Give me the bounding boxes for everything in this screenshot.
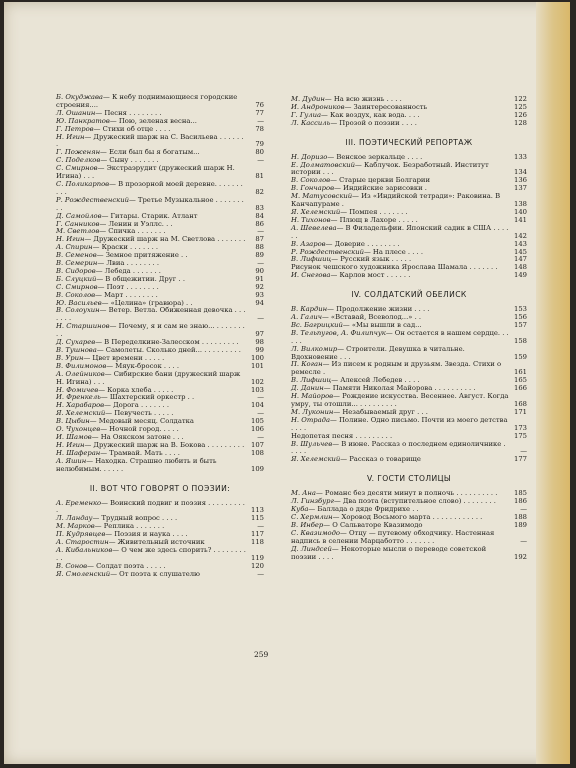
toc-entry-author: В. Тушнова: [56, 346, 97, 354]
toc-entry: [56, 94, 264, 110]
toc-entry-author: С. Смирнов: [56, 164, 98, 173]
toc-entry-title: — Доверие . . . . . . . .: [325, 239, 400, 248]
toc-entry-page: 107: [251, 440, 264, 449]
toc-entry: [56, 165, 264, 181]
toc-entry-title: — Солдат поэта . . . . .: [87, 561, 166, 570]
toc-entry-author: В. Инбер: [291, 520, 324, 529]
toc-entry-author: Д. Сухарев: [56, 338, 96, 347]
toc-entry-author: В. Семенов: [56, 251, 97, 260]
toc-entry-author: Л. Ошанин: [56, 108, 96, 117]
toc-entry-title: — Полине. Одно письмо. Почти из моего детства . . . .: [291, 415, 508, 432]
toc-entry-author: Н. Харабаров: [56, 401, 105, 410]
toc-entry-author: В. Сидоров: [56, 266, 96, 275]
toc-entry-title: — О чем же здесь спорить? . . . . . . . . . .: [56, 545, 246, 562]
toc-entry: [291, 393, 527, 409]
toc-entry-page: 105: [251, 417, 264, 426]
toc-entry-page: 171: [514, 407, 527, 416]
toc-entry-author: Г. Гулиа: [291, 110, 322, 119]
toc-entry-title: — В общежитии. Друг . .: [96, 274, 185, 283]
toc-entry-title: — Шахтерский оркестр . .: [100, 393, 195, 402]
toc-entry-author: Я. Хелемский: [56, 409, 106, 418]
toc-entry-author: А. Спирин: [56, 243, 93, 252]
toc-entry-page: 136: [514, 176, 527, 185]
toc-entry-page: 97: [255, 330, 264, 339]
toc-entry-page: 100: [251, 353, 264, 362]
toc-entry-author: Р. Рождественский: [56, 195, 129, 204]
toc-entry-title: — Самолеты. Сколько дней... . . . . . . . . .: [96, 346, 241, 354]
toc-list-section-3: [291, 154, 527, 281]
toc-entry-page: 101: [251, 361, 264, 370]
toc-list-left-top: [56, 94, 264, 474]
toc-entry-page: —: [257, 314, 264, 323]
toc-entry-title: — Хоровод Восьмого марта . . . . . . . . . . . .: [332, 512, 483, 521]
toc-entry-title: — «Целина» (гравюра) . .: [101, 298, 193, 307]
toc-entry-page: 106: [251, 425, 264, 434]
toc-entry-title: — Поэт . . . . . . . .: [97, 282, 159, 291]
toc-entry-page: 104: [251, 401, 264, 410]
toc-entry-author: В. Сонов: [56, 561, 88, 570]
toc-entry-title: — Прозой о поэзии . . . .: [330, 118, 417, 127]
toc-entry-author: Вс. Багрицкий: [291, 320, 343, 329]
toc-entry-page: —: [520, 505, 527, 514]
toc-left-column: [56, 94, 264, 579]
toc-entry-title: — Стихи об отце . . . .: [93, 124, 171, 133]
toc-entry-author: Б. Слуцкий: [56, 274, 97, 283]
toc-list-section-2: [56, 500, 264, 579]
toc-entry-title: — Дружеский шарж на М. Светлова . . . . . . .: [84, 235, 246, 244]
toc-entry-author: Д. Самойлов: [56, 211, 102, 220]
toc-entry-author: С. Смирнов: [56, 282, 98, 291]
toc-entry-page: 117: [251, 530, 264, 539]
toc-entry: [291, 120, 527, 128]
toc-entry-author: А. Олейников: [56, 369, 105, 378]
toc-right-column: [291, 96, 527, 561]
toc-entry-title: — Помпея . . . . . . .: [340, 207, 408, 216]
toc-entry-title: — К небу поднимающиеся городские строения....: [56, 93, 238, 109]
toc-entry-page: 109: [251, 464, 264, 473]
toc-entry-title: — Певучесть . . . . .: [105, 409, 174, 418]
toc-entry-page: 80: [255, 148, 264, 157]
toc-entry: [291, 225, 527, 241]
toc-entry-page: —: [257, 432, 264, 441]
toc-entry-author: Н. Майоров: [291, 392, 334, 401]
toc-entry-title: — Пою, зеленая весна...: [109, 116, 197, 125]
toc-entry-title: — Лебеда . . . . . . .: [95, 266, 161, 275]
toc-entry-author: М. Дудин: [291, 95, 325, 103]
toc-entry-title: — В Переделкине-Залесском . . . . . . . . .: [95, 338, 239, 347]
toc-entry: [56, 323, 264, 339]
toc-entry-author: В. Лифшиц: [291, 376, 332, 385]
toc-entry-title: — Почему, я и сам не знаю... . . . . . . . . .: [56, 322, 245, 339]
toc-entry-author: П. Коган: [291, 360, 323, 369]
toc-entry: [56, 134, 264, 150]
toc-entry-author: Б. Окуджава: [56, 93, 103, 101]
toc-entry-author: М. Марков: [56, 522, 95, 531]
toc-entry-page: —: [257, 116, 264, 125]
toc-entry-page: 192: [514, 552, 527, 561]
toc-entry-author: М. Матусовский: [291, 192, 353, 201]
toc-entry-page: 92: [255, 282, 264, 291]
toc-entry-page: 157: [514, 320, 527, 329]
toc-entry: [56, 458, 264, 474]
toc-entry-page: 118: [251, 538, 264, 547]
toc-entry-title: — Трамвай. Мать . . . .: [100, 448, 180, 457]
toc-entry-title: — Реплика . . . . . . .: [94, 522, 165, 531]
toc-entry-author: А. Старостин: [56, 538, 109, 547]
toc-entry-page: 173: [514, 423, 527, 432]
toc-entry-title: — «Мы вышли в сад...: [342, 320, 422, 329]
toc-entry-author: М. Ана: [291, 489, 316, 498]
toc-entry-page: 161: [514, 368, 527, 377]
toc-entry-title: — В Филадельфии. Японский садик в США . . . . . .: [291, 223, 509, 240]
toc-entry-title: — Два поэта (вступительное слово) . . . . . . . .: [333, 497, 496, 506]
toc-entry-page: 113: [251, 506, 264, 515]
toc-entry-author: Н. Фомичев: [56, 385, 99, 394]
toc-entry-page: 126: [514, 110, 527, 119]
toc-entry-title: — Отцу — путевому обходчику. Настенная надпись в селении Марцаботто . . . . . . .: [291, 528, 495, 545]
toc-entry-author: Г. Петров: [56, 124, 94, 133]
toc-entry-author: В. Солоухин: [56, 306, 100, 315]
toc-entry-page: 86: [255, 219, 264, 228]
toc-entry-title: — От поэта к слушателю: [110, 569, 200, 578]
toc-entry-title: — Индийские зарисовки .: [334, 184, 427, 193]
toc-entry-page: 128: [514, 118, 527, 127]
toc-entry-page: 93: [255, 290, 264, 299]
toc-entry-author: В. Филимонов: [56, 361, 107, 370]
toc-entry-page: 133: [514, 152, 527, 161]
toc-entry-author: Н. Отрада: [291, 415, 331, 424]
toc-entry-author: В. Урин: [56, 353, 84, 362]
toc-entry-author: Н. Игин: [56, 440, 85, 449]
toc-entry: [291, 546, 527, 562]
toc-entry-author: А. Кибальников: [56, 545, 113, 554]
toc-entry-page: —: [257, 259, 264, 268]
toc-entry-author: А. Еременко: [56, 498, 102, 507]
toc-entry-title: — Некоторые мысли о переводе советской поэзии . . . .: [291, 544, 487, 561]
toc-entry-page: 76: [255, 100, 264, 109]
toc-entry-author: М. Светлов: [56, 227, 100, 236]
toc-entry-page: 177: [514, 455, 527, 464]
toc-entry: [56, 571, 264, 579]
toc-entry-title: Рисунок чешского художника Ярослава Шамала . . . . . . .: [291, 263, 498, 272]
toc-entry-title: — Русский язык . . . . .: [331, 255, 412, 264]
toc-entry-title: — Романс без десяти минут в полночь . . . . . . . . . .: [315, 489, 498, 498]
toc-list-section-4: [291, 306, 527, 464]
toc-entry: [291, 417, 527, 433]
toc-entry-author: С. Поликарпов: [56, 179, 110, 188]
toc-entry-author: Н. Игин: [56, 132, 85, 141]
toc-entry-page: 81: [255, 172, 264, 181]
toc-entry-author: И. Шамов: [56, 432, 92, 441]
toc-entry-page: 102: [251, 377, 264, 386]
toc-entry-title: — «Вставай, Всеволод...» . .: [321, 313, 422, 322]
toc-entry-author: С. Квазимодо: [291, 528, 341, 537]
toc-entry: [291, 272, 527, 280]
toc-entry-title: — Баллада о дяде Фридрихе . .: [308, 505, 419, 514]
toc-entry-title: — Старые церкви Болгарии: [330, 176, 430, 185]
toc-entry-author: И. Андроников: [291, 102, 345, 111]
toc-entry-page: 120: [251, 561, 264, 570]
toc-entry-author: Л. Вилкомир: [291, 344, 338, 353]
toc-entry-author: В. Кардин: [291, 305, 328, 314]
toc-entry-page: 115: [251, 514, 264, 523]
toc-entry-page: 77: [255, 108, 264, 117]
toc-entry-title: — Поэзия и наука . . . .: [105, 530, 188, 539]
toc-entry-author: А. Яшин: [56, 456, 87, 465]
toc-entry-page: 88: [255, 243, 264, 252]
toc-entry-author: Н. Игин: [56, 235, 85, 244]
toc-entry-author: В. Лифшиц: [291, 255, 332, 264]
toc-entry-page: 141: [514, 215, 527, 224]
toc-entry: [56, 181, 264, 197]
toc-entry-title: — Если был бы я богатым...: [100, 148, 200, 157]
toc-entry-author: В. Соколов: [291, 176, 331, 185]
toc-entry-title: — Как воздух, как вода. . . .: [321, 110, 420, 119]
toc-entry-author: Е. Долматовский: [291, 160, 356, 169]
toc-entry-page: —: [257, 569, 264, 578]
toc-entry-author: Р. Рождественский: [291, 247, 364, 256]
toc-entry-page: 185: [514, 489, 527, 498]
toc-entry: [56, 547, 264, 563]
toc-entry-page: 189: [514, 520, 527, 529]
toc-entry-author: Г. Санников: [56, 219, 100, 228]
toc-entry-page: 89: [255, 251, 264, 260]
toc-entry: [291, 346, 527, 362]
toc-entry-title: — Каблучок. Безработный. Институт истории . . .: [291, 160, 489, 177]
toc-entry-title: — Строители. Девушка в читальне. Вдохновение . . .: [291, 344, 465, 361]
toc-entry-page: 79: [255, 140, 264, 149]
toc-entry-author: Н. Шаферан: [56, 448, 101, 457]
page-number: 259: [254, 650, 269, 659]
toc-entry-title: — Карлов мост . . . . . .: [330, 271, 411, 280]
section-title-5: V. ГОСТИ СТОЛИЦЫ: [367, 474, 451, 484]
toc-entry-title: — Алексей Лебедев . . . .: [331, 376, 420, 385]
toc-entry-title: — Март . . . . . . . .: [95, 290, 158, 299]
toc-entry: [291, 330, 527, 346]
toc-entry-author: Л. Ландау: [56, 514, 93, 523]
toc-entry-author: Ю. Васильев: [56, 298, 102, 307]
toc-entry-author: С. Хермлин: [291, 512, 333, 521]
toc-entry-title: — Сибирские бани (дружеский шарж Н. Игина) . . .: [56, 369, 241, 386]
toc-entry-author: Куба: [291, 505, 309, 514]
toc-entry-author: В. Соколов: [56, 290, 96, 299]
toc-entry-title: — Венское зеркальце . . . .: [327, 152, 423, 161]
toc-entry-page: —: [257, 227, 264, 236]
toc-entry-title: — Рождение искусства. Весеннее. Август. Когда умру, ты отошли... . . . . . . . . .: [291, 392, 509, 408]
toc-entry-title: — Заинтересованность: [344, 102, 428, 111]
toc-entry-title: — Лвиа . . . . . . . .: [97, 259, 160, 268]
toc-entry-author: А. Галич: [291, 313, 322, 322]
toc-entry-page: 156: [514, 313, 527, 322]
toc-entry-author: Я. Хелемский: [291, 207, 341, 216]
toc-entry: [56, 371, 264, 387]
toc-entry-title: — Из «Индийской тетради»: Раковина. В Канчапураме .: [291, 192, 501, 209]
toc-entry-author: О. Чухонцев: [56, 425, 101, 434]
toc-entry-page: 165: [514, 376, 527, 385]
toc-entry-page: 125: [514, 102, 527, 111]
toc-entry-title: — Дружеский шарж на С. Васильева . . . . . . .: [56, 132, 244, 149]
toc-entry-title: — Краски . . . . . . .: [92, 243, 159, 252]
toc-entry-author: Д. Данин: [291, 384, 324, 393]
toc-entry-title: — Из писем к родным и друзьям. Звезда. Стихи о ремесле .: [291, 360, 502, 377]
toc-entry-page: 145: [514, 247, 527, 256]
toc-entry-page: —: [257, 409, 264, 418]
toc-entry-page: 186: [514, 497, 527, 506]
toc-entry-page: 83: [255, 203, 264, 212]
toc-entry-title: — О Сальваторе Квазимодо: [323, 520, 423, 529]
toc-entry-title: — Спичка . . . . . . .: [99, 227, 166, 236]
toc-entry-title: — Рассказ о товарище: [340, 455, 421, 464]
toc-entry: [291, 193, 527, 209]
toc-entry-author: Г. Поженян: [56, 148, 101, 157]
toc-entry-page: 91: [255, 274, 264, 283]
toc-entry-page: 142: [514, 231, 527, 240]
toc-entry-title: — Находка. Страшно любить и быть нелюбимым. . . . . .: [56, 456, 217, 473]
toc-entry-page: 140: [514, 207, 527, 216]
toc-entry-author: М. Луконин: [291, 407, 334, 416]
toc-entry-title: — Памяти Николая Майорова . . . . . . . . . .: [323, 384, 476, 393]
toc-entry-author: Л. Кассиль: [291, 118, 331, 127]
toc-entry-page: 119: [251, 553, 264, 562]
toc-entry-page: 158: [514, 336, 527, 345]
toc-entry-title: — Он остается в нашем сердце. . . . . .: [291, 328, 509, 345]
toc-entry-title: — Ночной город. . . . .: [100, 425, 179, 434]
toc-entry-page: —: [520, 536, 527, 545]
toc-entry-author: Д. Линдсей: [291, 544, 332, 553]
toc-entry-title: — Дорога . . . . . . .: [104, 401, 170, 410]
toc-entry-title: — На плесе . . . .: [363, 247, 424, 256]
toc-entry-author: С. Поделков: [56, 156, 101, 165]
toc-entry-title: — В прозорной моей деревне. . . . . . . . . .: [56, 179, 243, 196]
toc-list-section-5: [291, 490, 527, 561]
toc-entry-title: — Медовый месяц. Солдатка: [89, 417, 194, 426]
book-page: [4, 2, 570, 764]
toc-entry-title: — Ветер. Ветла. Обиженная девочка . . . . . . .: [56, 306, 246, 323]
section-title-3: III. ПОЭТИЧЕСКИЙ РЕПОРТАЖ: [345, 137, 473, 147]
toc-entry-title: — Гитары. Старик. Атлант: [101, 211, 198, 220]
toc-entry-page: 90: [255, 266, 264, 275]
toc-entry: [56, 197, 264, 213]
toc-entry-page: 153: [514, 305, 527, 314]
toc-entry-page: 166: [514, 384, 527, 393]
toc-entry-author: Н. Тихонов: [291, 215, 331, 224]
section-title-2: II. ВОТ ЧТО ГОВОРЯТ О ПОЭЗИИ:: [89, 483, 231, 493]
toc-entry-title: — На всю жизнь . . . .: [324, 95, 402, 103]
toc-entry-page: 143: [514, 239, 527, 248]
toc-entry-title: — Плющ в Лахоре . . . . .: [330, 215, 418, 224]
toc-entry: [56, 500, 264, 516]
toc-entry-author: В. Цыбин: [56, 417, 90, 426]
toc-entry-title: — Живительный источник: [108, 538, 205, 547]
toc-entry-author: В. Шульчев: [291, 439, 333, 448]
toc-entry-title: Недопетая песня . . . . . . . . .: [291, 431, 393, 440]
toc-entry-page: 99: [255, 346, 264, 354]
toc-entry-page: 78: [255, 124, 264, 133]
toc-entry: [291, 530, 527, 546]
page-edge: [536, 2, 570, 764]
toc-entry-page: 148: [514, 263, 527, 272]
toc-entry-page: 188: [514, 512, 527, 521]
toc-entry: [291, 456, 527, 464]
toc-entry-author: В. Тельпугов, А. Филипчук: [291, 328, 386, 337]
toc-entry-title: — Трудный вопрос . . . .: [92, 514, 178, 523]
toc-entry-title: — Ленин и Уэллс. . .: [99, 219, 173, 228]
toc-entry-title: — Воинский подвиг и поэзия . . . . . . . . . .: [56, 498, 245, 515]
toc-entry-author: Л. Гинзбург: [291, 497, 334, 506]
toc-entry-page: —: [257, 393, 264, 402]
toc-entry-title: — В июне. Рассказ о последнем единоличнике . . . . .: [291, 439, 506, 456]
toc-entry-title: — Цвет времени . . . . .: [83, 353, 165, 362]
toc-entry-author: В. Азаров: [291, 239, 326, 248]
toc-entry-page: 159: [514, 352, 527, 361]
toc-entry-page: 82: [255, 187, 264, 196]
toc-entry-title: — Экстраэрудит (дружеский шарж Н. Игина) . . .: [56, 164, 235, 181]
toc-entry: [291, 162, 527, 178]
toc-entry-title: — Земное притяжение . .: [96, 251, 188, 260]
toc-entry-author: А. Шевелева: [291, 223, 337, 232]
toc-entry-page: 98: [255, 338, 264, 347]
toc-entry-author: В. Семерин: [56, 259, 98, 268]
toc-entry: [56, 307, 264, 323]
toc-entry-author: Я. Хелемский: [291, 455, 341, 464]
toc-entry-author: Я. Смоленский: [56, 569, 111, 578]
toc-entry-author: И. Френкель: [56, 393, 101, 402]
toc-entry-title: — Корка хлеба . . . . .: [98, 385, 174, 394]
toc-entry-page: 94: [255, 298, 264, 307]
toc-entry-title: — Мяук-бросок . . . .: [106, 361, 180, 370]
toc-entry-page: 175: [514, 431, 527, 440]
toc-entry-page: 84: [255, 211, 264, 220]
toc-entry-author: Н. Старшинов: [56, 322, 110, 331]
toc-entry-title: — Третье Музыкальное . . . . . . . . .: [56, 195, 244, 212]
toc-entry: [291, 361, 527, 377]
toc-entry-page: 168: [514, 400, 527, 408]
toc-entry-author: В. Гончаров: [291, 184, 335, 193]
section-title-4: IV. СОЛДАТСКИЙ ОБЕЛИСК: [351, 290, 467, 300]
toc-entry-title: — Дружеский шарж на В. Бокова . . . . . . . . .: [84, 440, 245, 449]
toc-entry-title: — Незабываемый друг . . .: [333, 407, 428, 416]
toc-entry-author: Н. Доризо: [291, 152, 328, 161]
toc-entry-page: 137: [514, 184, 527, 193]
toc-entry-page: 122: [514, 95, 527, 103]
toc-entry: [291, 441, 527, 457]
toc-entry-page: —: [520, 447, 527, 456]
toc-entry-page: 147: [514, 255, 527, 264]
toc-entry-author: Ю. Панкратов: [56, 116, 110, 125]
toc-entry-page: 103: [251, 385, 264, 394]
toc-entry-page: —: [257, 156, 264, 165]
toc-entry-title: — Продолжение жизни . . . .: [327, 305, 430, 314]
toc-entry-title: — Песня . . . . . . . .: [95, 108, 162, 117]
toc-list-right-top: [291, 96, 527, 128]
toc-entry-page: 87: [255, 235, 264, 244]
toc-entry-title: — Сыну . . . . . . .: [100, 156, 159, 165]
toc-entry-author: П. Кудрявцев: [56, 530, 106, 539]
toc-entry-page: 108: [251, 448, 264, 457]
toc-entry-author: И. Снегова: [291, 271, 331, 280]
toc-entry-page: 134: [514, 168, 527, 177]
toc-entry-page: 149: [514, 271, 527, 280]
toc-entry-title: — На Оякском затоне . . .: [91, 432, 184, 441]
toc-entry-page: 138: [514, 200, 527, 209]
toc-entry-page: —: [257, 522, 264, 531]
